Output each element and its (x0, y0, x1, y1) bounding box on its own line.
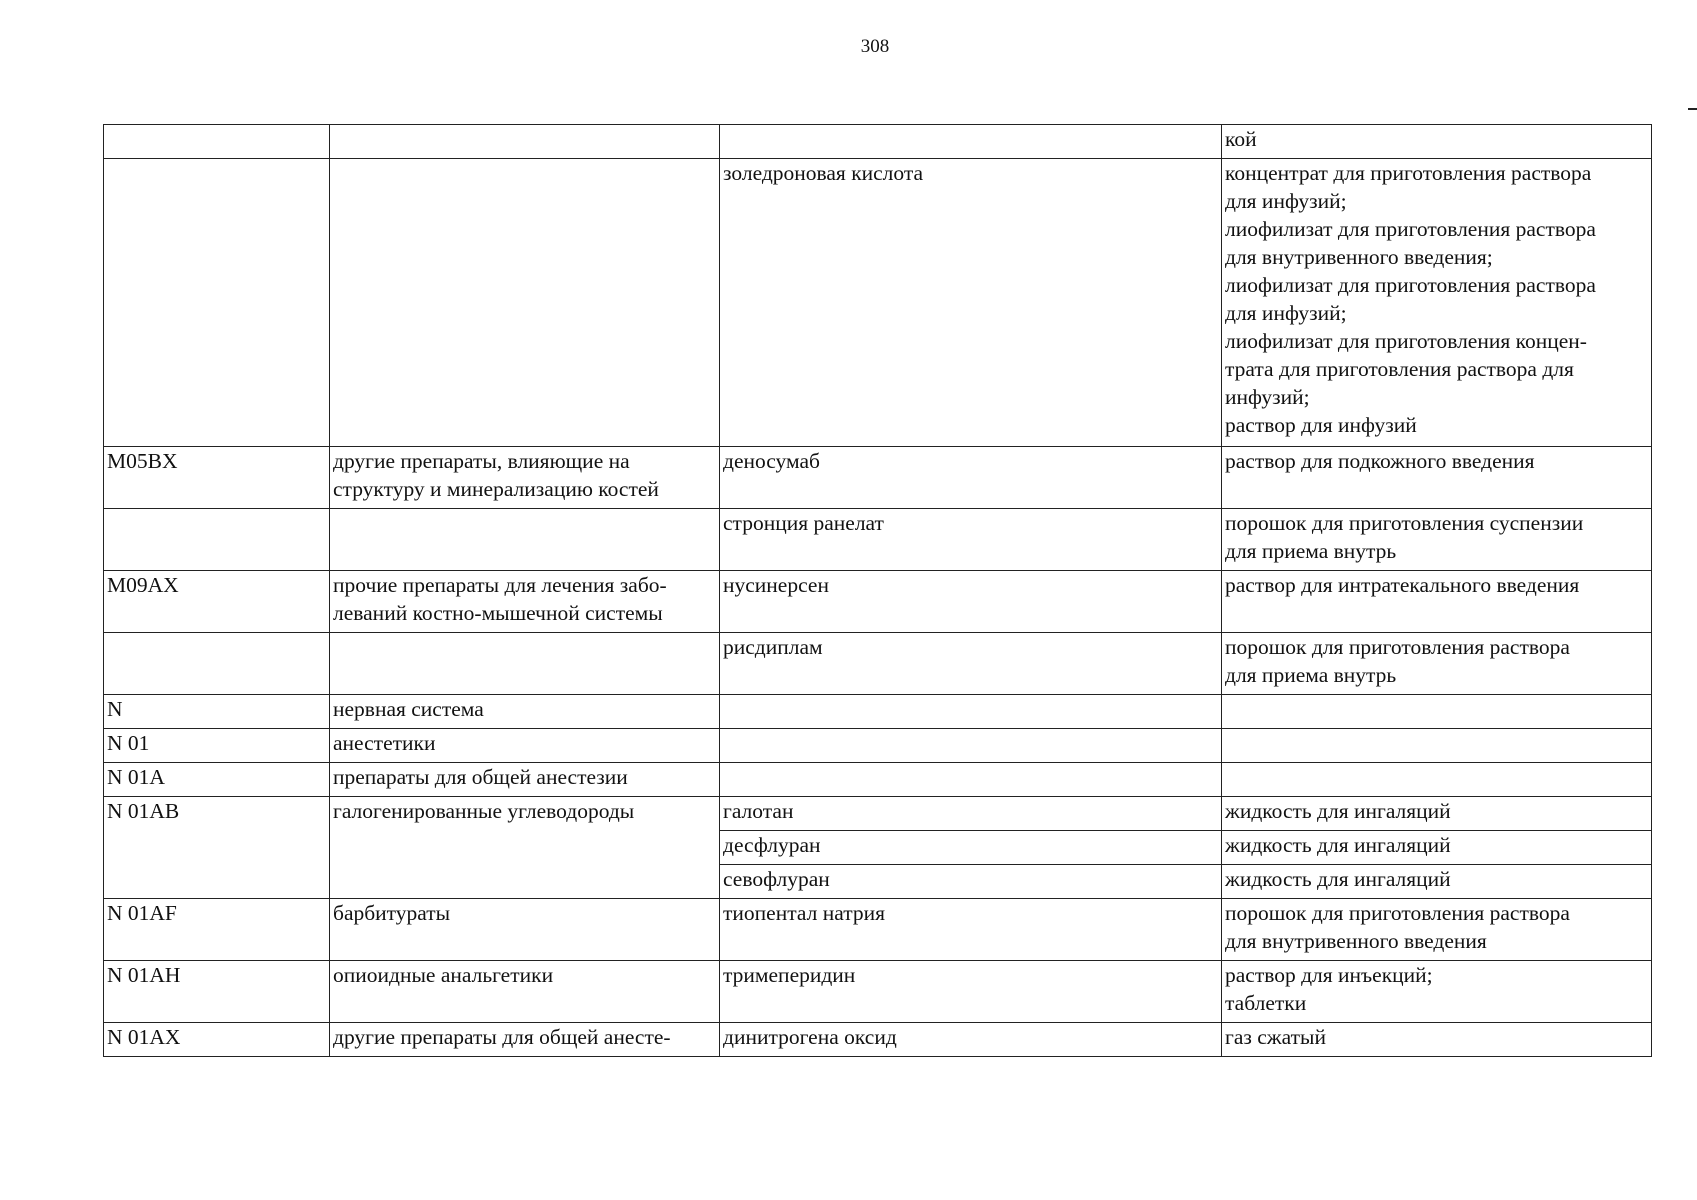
atc-code-cell: N 01A (104, 763, 330, 797)
drug-name-cell: динитрогена оксид (720, 1023, 1222, 1057)
table-row (104, 797, 1652, 831)
medications-table (103, 124, 1652, 1057)
dosage-form-cell: кой (1222, 125, 1652, 159)
pharmacological-group-cell: барбитураты (330, 899, 720, 961)
atc-code-cell: M05BX (104, 447, 330, 509)
atc-code-cell: N 01AF (104, 899, 330, 961)
drug-name-cell: тиопентал натрия (720, 899, 1222, 961)
dosage-form-cell: раствор для интратекального введения (1222, 571, 1652, 633)
table-row (104, 695, 1652, 729)
table-row (104, 633, 1652, 695)
atc-code-cell: N 01AX (104, 1023, 330, 1057)
drug-name-cell: стронция ранелат (720, 509, 1222, 571)
atc-code-cell: N 01 (104, 729, 330, 763)
table-row (104, 571, 1652, 633)
table-row (104, 125, 1652, 159)
drug-name-cell: галотан (720, 797, 1222, 831)
pharmacological-group-cell: галогенированные углеводороды (330, 797, 720, 899)
table-row (104, 1023, 1652, 1057)
drug-name-cell: золедроновая кислота (720, 159, 1222, 447)
dosage-form-cell (1222, 729, 1652, 763)
dosage-form-cell: жидкость для ингаляций (1222, 797, 1652, 831)
dosage-form-cell: раствор для инъекций; таблетки (1222, 961, 1652, 1023)
medications-table-body (104, 125, 1652, 1057)
dosage-form-cell: порошок для приготовления раствора для внутривенного введения (1222, 899, 1652, 961)
drug-name-cell (720, 125, 1222, 159)
drug-name-cell: тримеперидин (720, 961, 1222, 1023)
dosage-form-cell: порошок для приготовления суспензии для приема внутрь (1222, 509, 1652, 571)
drug-name-cell (720, 695, 1222, 729)
drug-name-cell (720, 729, 1222, 763)
drug-name-cell: севофлуран (720, 865, 1222, 899)
atc-code-cell: N 01AH (104, 961, 330, 1023)
drug-name-cell: рисдиплам (720, 633, 1222, 695)
pharmacological-group-cell (330, 633, 720, 695)
pharmacological-group-cell: нервная система (330, 695, 720, 729)
dosage-form-cell: раствор для подкожного введения (1222, 447, 1652, 509)
dosage-form-cell: концентрат для приготовления раствора для инфузий; лиофилизат для приготовления раствора для внутривенного введения; лиофилизат для приготовления раствора для инфузий; лиофилизат для приготовления концен- трата для приготовления раствора для инфузий; раствор для инфузий (1222, 159, 1652, 447)
atc-code-cell (104, 509, 330, 571)
table-row (104, 159, 1652, 447)
atc-code-cell (104, 125, 330, 159)
pharmacological-group-cell: другие препараты для общей анесте- (330, 1023, 720, 1057)
table-row (104, 899, 1652, 961)
dosage-form-cell (1222, 763, 1652, 797)
pharmacological-group-cell: прочие препараты для лечения забо-леваний костно-мышечной системы (330, 571, 720, 633)
table-row (104, 763, 1652, 797)
pharmacological-group-cell: препараты для общей анестезии (330, 763, 720, 797)
pharmacological-group-cell: опиоидные анальгетики (330, 961, 720, 1023)
table-row (104, 447, 1652, 509)
pharmacological-group-cell (330, 159, 720, 447)
dosage-form-cell: порошок для приготовления раствора для приема внутрь (1222, 633, 1652, 695)
table-row (104, 729, 1652, 763)
dosage-form-cell (1222, 695, 1652, 729)
atc-code-cell (104, 159, 330, 447)
atc-code-cell: N (104, 695, 330, 729)
pharmacological-group-cell: другие препараты, влияющие на структуру и минерализацию костей (330, 447, 720, 509)
table-row (104, 509, 1652, 571)
atc-code-cell: N 01AB (104, 797, 330, 899)
drug-name-cell: деносумаб (720, 447, 1222, 509)
pharmacological-group-cell (330, 125, 720, 159)
dosage-form-cell: жидкость для ингаляций (1222, 865, 1652, 899)
atc-code-cell (104, 633, 330, 695)
drug-name-cell: нусинерсен (720, 571, 1222, 633)
dosage-form-cell: жидкость для ингаляций (1222, 831, 1652, 865)
drug-name-cell (720, 763, 1222, 797)
edge-mark (1688, 108, 1697, 110)
dosage-form-cell: газ сжатый (1222, 1023, 1652, 1057)
atc-code-cell: M09AX (104, 571, 330, 633)
table-row (104, 961, 1652, 1023)
pharmacological-group-cell: анестетики (330, 729, 720, 763)
page-number: 308 (860, 36, 890, 57)
drug-name-cell: десфлуран (720, 831, 1222, 865)
pharmacological-group-cell (330, 509, 720, 571)
